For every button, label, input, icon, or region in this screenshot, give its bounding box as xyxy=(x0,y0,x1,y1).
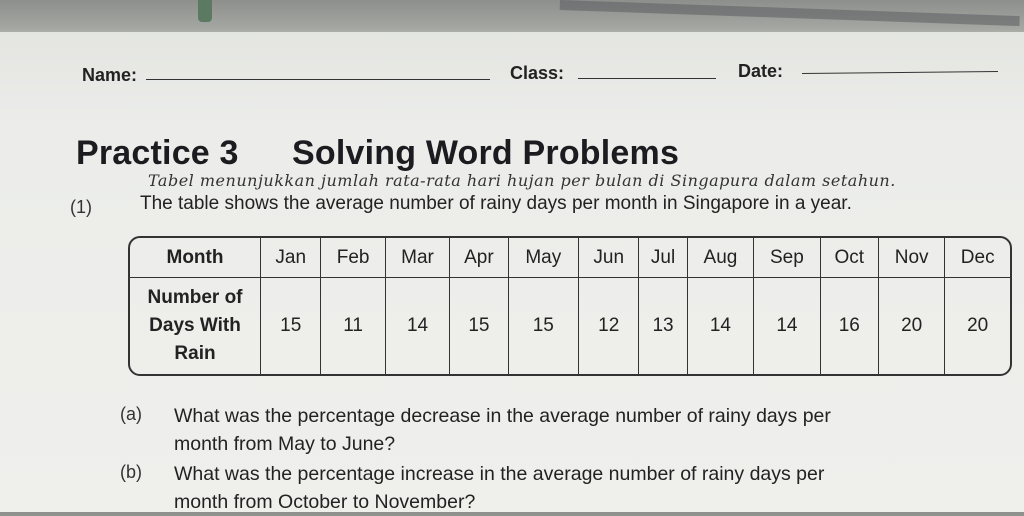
month-cell: Jan xyxy=(261,238,321,278)
days-cell: 20 xyxy=(879,278,945,374)
sub-question-b-line1: What was the percentage increase in the average number of rainy days per xyxy=(174,463,825,485)
month-cell: Aug xyxy=(688,238,754,278)
sub-question-a-line2: month from May to June? xyxy=(174,433,396,455)
background-stripe xyxy=(560,0,1020,26)
question-number: (1) xyxy=(70,197,92,217)
handwritten-translation: Tabel menunjukkan jumlah rata-rata hari hujan per bulan di Singapura dalam setahun. xyxy=(148,171,896,190)
row-header-line: Number of xyxy=(147,287,243,308)
days-cell: 20 xyxy=(967,315,989,336)
practice-title: Practice 3 xyxy=(76,134,239,172)
sub-question-label-a: (a) xyxy=(120,404,142,424)
month-cell: Feb xyxy=(321,238,385,278)
sub-question-a-line1: What was the percentage decrease in the average number of rainy days per xyxy=(174,405,831,427)
days-cell: 14 xyxy=(754,278,820,374)
row-header-line: Rain xyxy=(174,343,216,364)
sub-question-b xyxy=(174,460,994,516)
clip xyxy=(198,0,212,22)
table-row-days xyxy=(130,278,1010,374)
days-cell: 13 xyxy=(639,278,687,374)
month-cell: Mar xyxy=(386,238,450,278)
sub-question-a xyxy=(174,402,994,458)
month-cell: Sep xyxy=(754,238,820,278)
month-cell: Jul xyxy=(639,238,687,278)
month-cell: Apr xyxy=(450,238,508,278)
question-intro: The table shows the average number of rainy days per month in Singapore in a year. xyxy=(140,193,852,214)
days-cell: 15 xyxy=(450,278,508,374)
month-cell: Oct xyxy=(821,238,879,278)
row-header-line: Days With xyxy=(149,315,241,336)
page-title: Solving Word Problems xyxy=(292,134,680,172)
month-cell: May xyxy=(509,238,579,278)
sub-question-label-b: (b) xyxy=(120,462,142,482)
rainy-days-table xyxy=(128,236,1012,376)
date-label: Date: xyxy=(738,61,784,81)
days-cell: 11 xyxy=(321,278,385,374)
class-line[interactable] xyxy=(578,78,716,79)
row-header-days xyxy=(130,278,261,374)
table-row-months xyxy=(130,238,1010,278)
days-cell: 14 xyxy=(688,278,754,374)
month-cell: Jun xyxy=(579,238,639,278)
days-cell: 15 xyxy=(509,278,579,374)
days-cell: 15 xyxy=(261,278,321,374)
sub-question-b-line2: month from October to November? xyxy=(174,491,476,513)
days-cell: 12 xyxy=(579,278,639,374)
row-header-month: Month xyxy=(130,238,261,278)
days-cell: 16 xyxy=(821,278,879,374)
name-line[interactable] xyxy=(146,79,490,80)
month-cell: Dec xyxy=(945,238,1010,278)
month-cell: Nov xyxy=(879,238,945,278)
name-label: Name: xyxy=(82,65,138,85)
days-cell: 14 xyxy=(386,278,450,374)
class-label: Class: xyxy=(510,63,565,83)
